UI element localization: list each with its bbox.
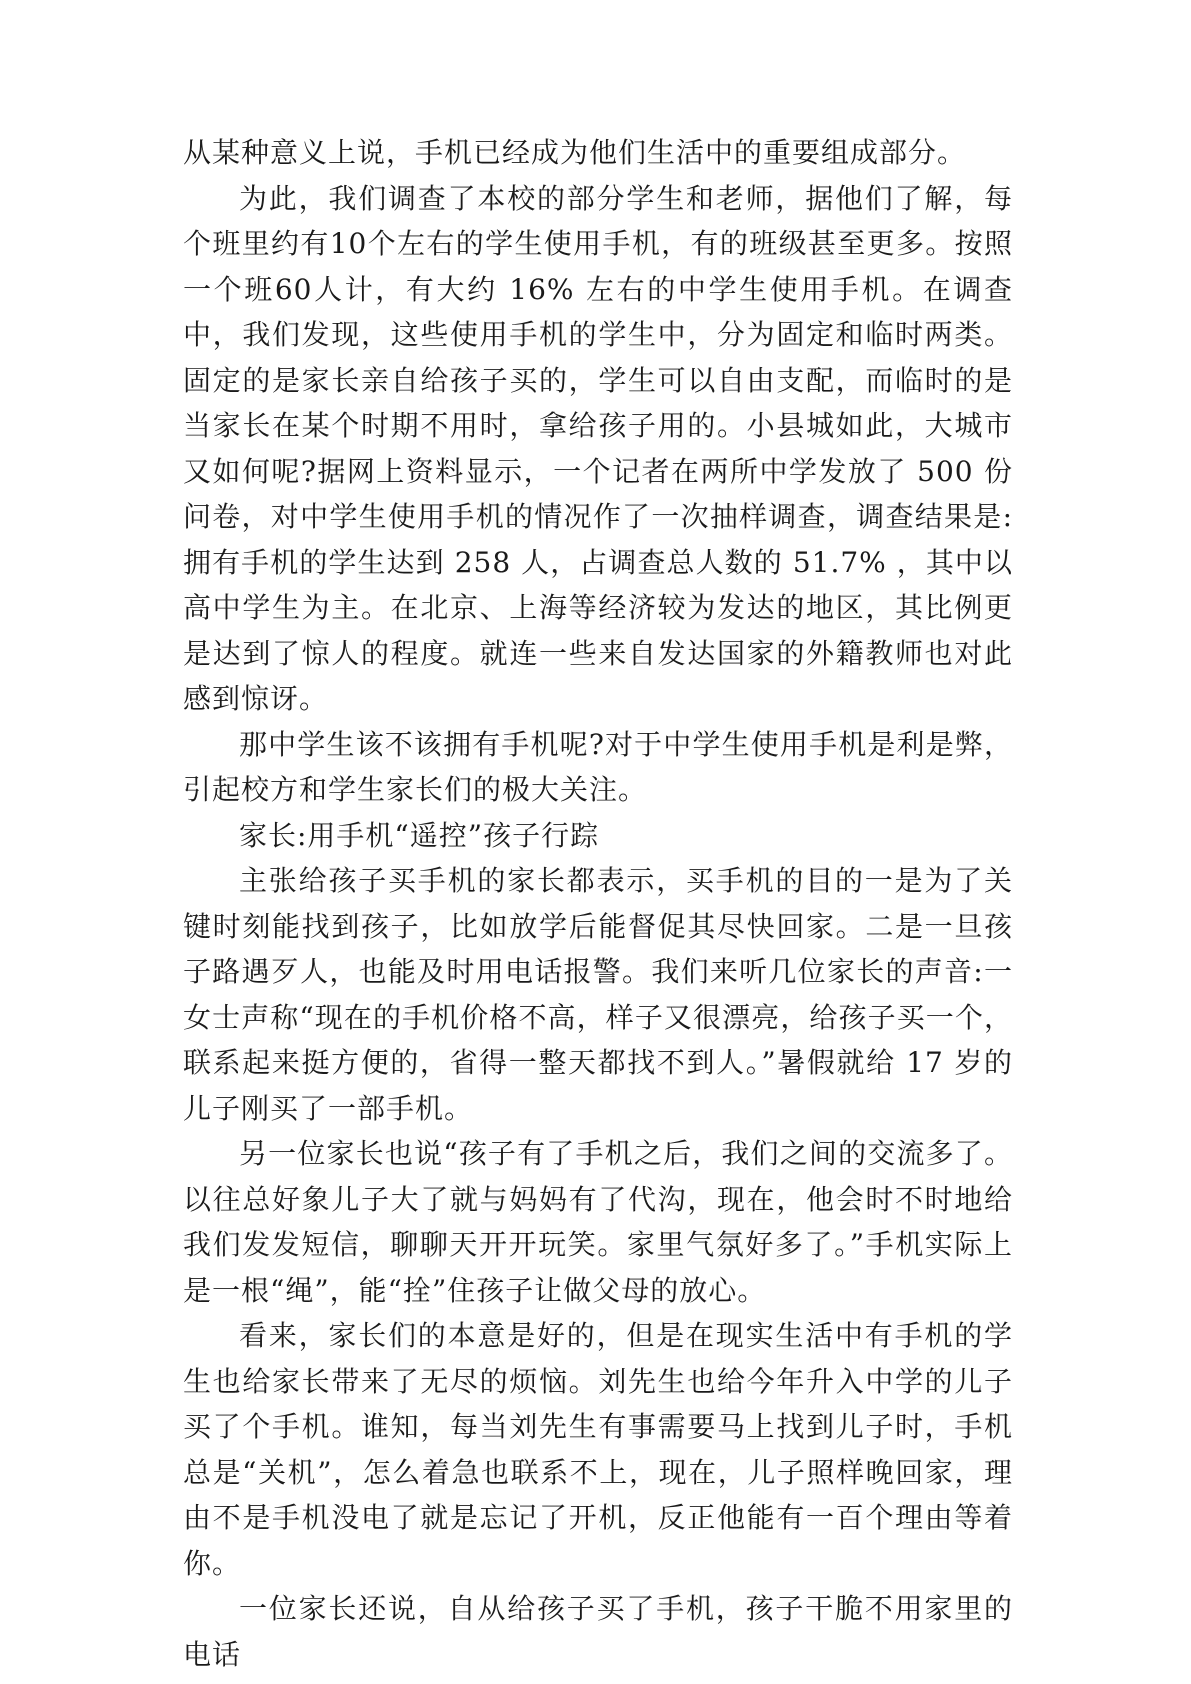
section-heading-parents: 家长:用手机“遥控”孩子行踪 bbox=[239, 818, 600, 852]
paragraph-1: 从某种意义上说，手机已经成为他们生活中的重要组成部分。 bbox=[183, 136, 967, 169]
paragraph-3: 那中学生该不该拥有手机呢?对于中学生使用手机是利是弊，引起校方和学生家长们的极大关注。 bbox=[183, 727, 1013, 806]
paragraph-7: 看来，家长们的本意是好的，但是在现实生活中有手机的学生也给家长带来了无尽的烦恼。刘先生也给今年升入中学的儿子买了个手机。谁知，每当刘先生有事需要马上找到儿子时，手机总是“关机”，怎么着急也联系不上，现在，儿子照样晚回家，理由不是手机没电了就是忘记了开机，反正他能有一百个理由等着你。 bbox=[183, 1319, 1013, 1580]
paragraph-5: 主张给孩子买手机的家长都表示，买手机的目的一是为了关键时刻能找到孩子，比如放学后能督促其尽快回家。二是一旦孩子路遇歹人，也能及时用电话报警。我们来听几位家长的声音:一女士声称“现在的手机价格不高，样子又很漂亮，给孩子买一个，联系起来挺方便的，省得一整天都找不到人。”暑假就给 17 岁的儿子刚买了一部手机。 bbox=[183, 864, 1013, 1125]
paragraph-8: 一位家长还说，自从给孩子买了手机，孩子干脆不用家里的电话 bbox=[183, 1592, 1013, 1671]
document-body bbox=[183, 130, 1013, 1677]
paragraph-6: 另一位家长也说“孩子有了手机之后，我们之间的交流多了。以往总好象儿子大了就与妈妈有了代沟，现在，他会时不时地给我们发发短信，聊聊天开开玩笑。家里气氛好多了。”手机实际上是一根“绳”，能“拴”住孩子让做父母的放心。 bbox=[183, 1137, 1013, 1307]
paragraph-2: 为此，我们调查了本校的部分学生和老师，据他们了解，每个班里约有10个左右的学生使用手机，有的班级甚至更多。按照一个班60人计，有大约 16% 左右的中学生使用手机。在调查中，我们发现，这些使用手机的学生中，分为固定和临时两类。固定的是家长亲自给孩子买的，学生可以自由支配，而临时的是当家长在某个时期不用时，拿给孩子用的。小县城如此，大城市又如何呢?据网上资料显示，一个记者在两所中学发放了 500 份问卷，对中学生使用手机的情况作了一次抽样调查，调查结果是:拥有手机的学生达到 258 人，占调查总人数的 51.7% ，其中以高中学生为主。在北京、上海等经济较为发达的地区，其比例更是达到了惊人的程度。就连一些来自发达国家的外籍教师也对此感到惊讶。 bbox=[183, 181, 1013, 715]
